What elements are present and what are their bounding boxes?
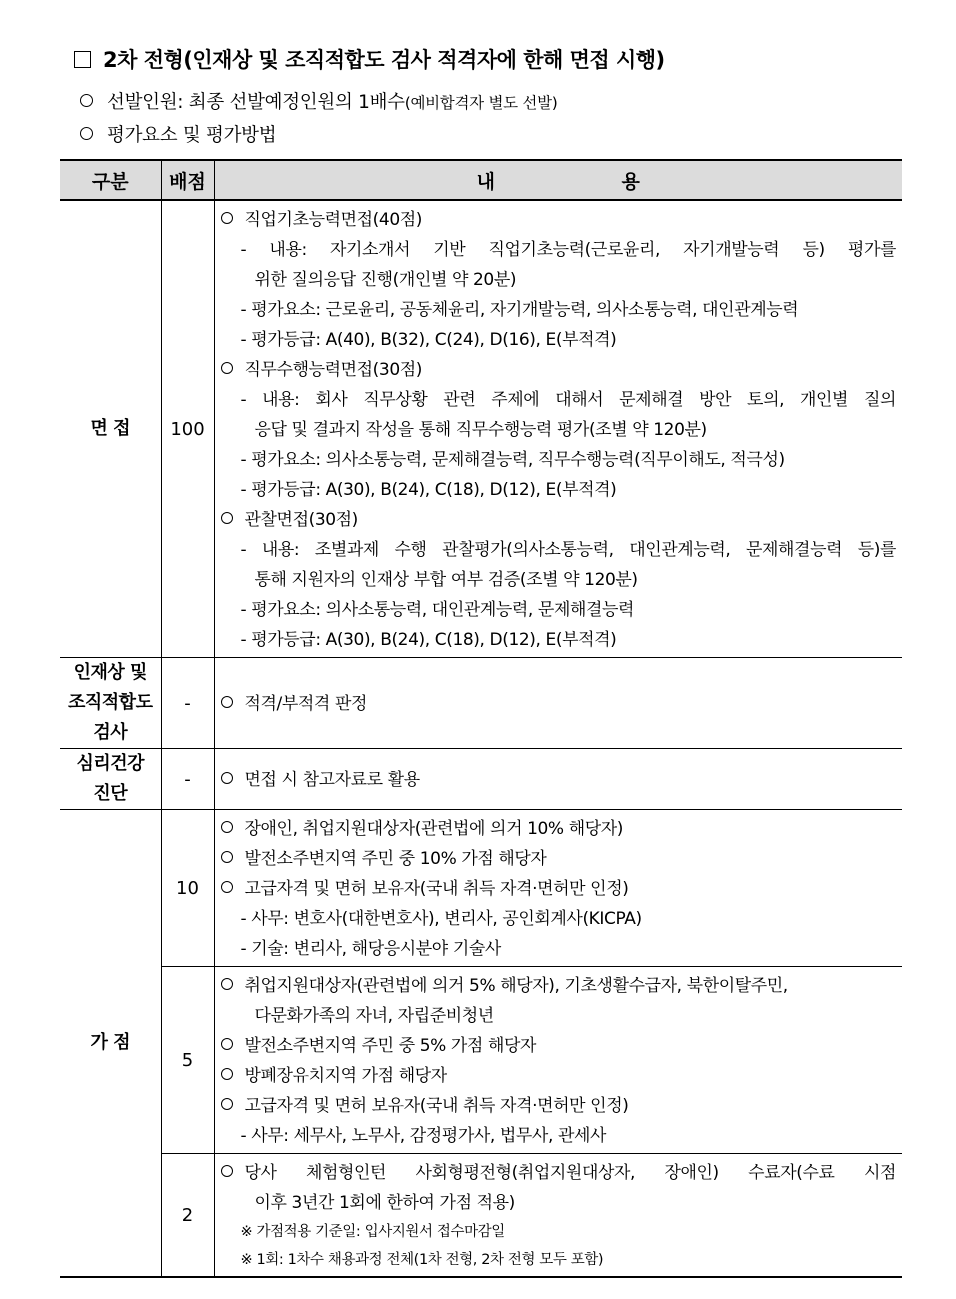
circle-bullet-icon (221, 1038, 233, 1050)
table-row-bonus-5 (60, 967, 902, 1154)
circle-bullet-icon (221, 772, 233, 784)
table-row-bonus-10 (60, 810, 902, 967)
circle-bullet-icon (80, 127, 93, 140)
header-score: 배점 (161, 160, 214, 200)
score-bonus-5: 5 (161, 967, 214, 1154)
content-interview: 직업기초능력면접(40점) - 내용: 자기소개서 기반 직업기초능력(근로윤리, 자기개발능력 등) 평가를 위한 질의응답 진행(개인별 약 20분) - 평가요소: 근로윤리, 공동체윤리, 자기개발능력, 의사소통능력, 대인관계능력 - 평가등급: A(40), B(32), C(24), D(16), E(부적격) 직무수행능력면접(30점) - 내용: 회사 직무상황 관련 주제에 대해서 문제해결 방안 토의, 개인별 질의 응답 및 결과지 작성을 통해 직무수행능력 평가(조별 약 120분) - 평가요소: 의사소통능력, 문제해결능력, 직무수행능력(직무이해도, 적극성) - 평가등급: A(30), B(24), C(18), D(12), E(부적격) 관찰면접(30점) - 내용: 조별과제 수행 관찰평가(의사소통능력, 대인관계능력, 문제해결능력 등)를 통해 지원자의 인재상 부합 여부 검증(조별 약 120분) - 평가요소: 의사소통능력, 대인관계능력, 문제해결능력 - 평가등급: A(30), B(24), C(18), D(12), E(부적격) (214, 200, 902, 658)
category-interview: 면 접 (60, 200, 161, 658)
evaluation-method-line: 평가요소 및 평가방법 (80, 121, 276, 147)
table-header-row (60, 160, 902, 200)
circle-bullet-icon (221, 978, 233, 990)
score-interview: 100 (161, 200, 214, 658)
circle-bullet-icon (80, 94, 93, 107)
score-bonus-2: 2 (161, 1154, 214, 1278)
circle-bullet-icon (221, 1068, 233, 1080)
score-aptitude: - (161, 658, 214, 749)
circle-bullet-icon (221, 696, 233, 708)
category-bonus: 가 점 (60, 810, 161, 1278)
content-bonus-5: 취업지원대상자(관련법에 의거 5% 해당자), 기초생활수급자, 북한이탈주민, 다문화가족의 자녀, 자립준비청년 발전소주변지역 주민 중 5% 가점 해당자 방폐장유치지역 가점 해당자 고급자격 및 면허 보유자(국내 취득 자격·면허만 인정) - 사무: 세무사, 노무사, 감정평가사, 법무사, 관세사 (214, 967, 902, 1154)
content-health: 면접 시 참고자료로 활용 (214, 749, 902, 810)
circle-bullet-icon (221, 1165, 233, 1177)
score-health: - (161, 749, 214, 810)
header-content: 내 용 (214, 160, 902, 200)
table-row-bonus-2 (60, 1154, 902, 1278)
header-category: 구분 (60, 160, 161, 200)
circle-bullet-icon (221, 512, 233, 524)
content-bonus-2: 당사 체험형인턴 사회형평전형(취업지원대상자, 장애인) 수료자(수료 시점 이후 3년간 1회에 한하여 가점 적용) ※ 가점적용 기준일: 입사지원서 접수마감일 ※ 1회: 1차수 채용과정 전체(1차 전형, 2차 전형 모두 포함) (214, 1154, 902, 1278)
circle-bullet-icon (221, 1098, 233, 1110)
circle-bullet-icon (221, 821, 233, 833)
circle-bullet-icon (221, 362, 233, 374)
content-bonus-10: 장애인, 취업지원대상자(관련법에 의거 10% 해당자) 발전소주변지역 주민 중 10% 가점 해당자 고급자격 및 면허 보유자(국내 취득 자격·면허만 인정) - 사무: 변호사(대한변호사), 변리사, 공인회계사(KICPA) - 기술: 변리사, 해당응시분야 기술사 (214, 810, 902, 967)
circle-bullet-icon (221, 212, 233, 224)
checkbox-square-icon (74, 51, 91, 68)
section-heading: 2차 전형(인재상 및 조직적합도 검사 적격자에 한해 면접 시행) (74, 44, 665, 74)
content-aptitude: 적격/부적격 판정 (214, 658, 902, 749)
table-row-interview (60, 200, 902, 658)
table-row-aptitude (60, 658, 902, 749)
category-aptitude: 인재상 및 조직적합도 검사 (60, 658, 161, 749)
table-row-health (60, 749, 902, 810)
evaluation-table (60, 159, 902, 1278)
selection-count-line: 선발인원: 최종 선발예정인원의 1배수(예비합격자 별도 선발) (80, 88, 558, 114)
circle-bullet-icon (221, 881, 233, 893)
score-bonus-10: 10 (161, 810, 214, 967)
circle-bullet-icon (221, 851, 233, 863)
category-health: 심리건강 진단 (60, 749, 161, 810)
